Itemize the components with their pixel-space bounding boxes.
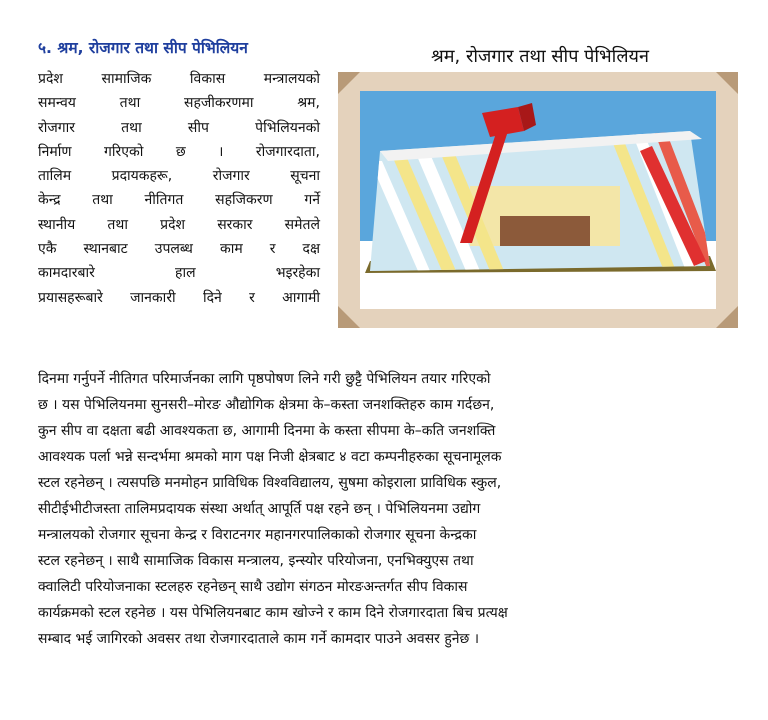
text-line: निर्माण गरिएको छ । रोजगारदाता, xyxy=(38,143,320,160)
text-line: प्रयासहरूबारे जानकारी दिने र आगामी xyxy=(38,289,320,306)
text-line: प्रदेश सामाजिक विकास मन्त्रालयको xyxy=(38,71,320,87)
text-line: तालिम प्रदायकहरू, रोजगार सूचना xyxy=(38,168,320,185)
main-paragraph xyxy=(38,366,730,652)
text-line: कुन सीप वा दक्षता बढी आवश्यकता छ, आगामी दिनमा के कस्ता सीपमा के–कति जनशक्ति xyxy=(38,423,496,439)
text-line: स्टल रहनेछन् । त्यसपछि मनमोहन प्राविधिक विश्वविद्यालय, सुषमा कोइराला प्राविधिक स्कुल, xyxy=(38,475,502,491)
pavilion-illustration xyxy=(360,91,716,309)
text-line: छ । यस पेभिलियनमा सुनसरी–मोरङ औद्योगिक क्षेत्रमा के–कस्ता जनशक्तिहरु काम गर्दछन, xyxy=(38,397,495,413)
frame-corner xyxy=(716,306,738,328)
frame-corner xyxy=(338,72,360,94)
text-line: कामदारबारे हाल भइरहेका xyxy=(38,265,320,282)
text-line: समन्वय तथा सहजीकरणमा श्रम, xyxy=(38,95,320,112)
text-line: दिनमा गर्नुपर्ने नीतिगत परिमार्जनका लागि पृष्ठपोषण लिने गरी छुट्टै पेभिलियन तयार गरिएको xyxy=(38,371,491,387)
text-line: सीटीईभीटीजस्ता तालिमप्रदायक संस्था अर्थात् आपूर्ति पक्ष रहने छन् । पेभिलियनमा उद्योग xyxy=(38,501,481,517)
text-line: स्टल रहनेछन् । साथै सामाजिक विकास मन्त्रालय, इन्स्योर परियोजना, एनभिक्युएस तथा xyxy=(38,553,474,569)
text-line: सम्बाद भई जागिरको अवसर तथा रोजगारदाताले काम गर्ने कामदार पाउने अवसर हुनेछ । xyxy=(38,631,480,647)
text-line: क्वालिटी परियोजनाका स्टलहरु रहनेछन् साथै उद्योग संगठन मोरङअन्तर्गत सीप विकास xyxy=(38,579,468,595)
photo-frame xyxy=(338,72,738,328)
frame-corner xyxy=(338,306,360,328)
stall xyxy=(500,216,590,246)
text-line: स्थानीय तथा प्रदेश सरकार समेतले xyxy=(38,216,320,233)
text-line: एकै स्थानबाट उपलब्ध काम र दक्ष xyxy=(38,241,320,258)
text-line: मन्त्रालयको रोजगार सूचना केन्द्र र विराटनगर महानगरपालिकाको रोजगार सूचना केन्द्रका xyxy=(38,527,477,543)
text-line: आवश्यक पर्ला भन्ने सन्दर्भमा श्रमको माग पक्ष निजी क्षेत्रबाट ४ वटा कम्पनीहरुका सूचनामूलक xyxy=(38,449,502,465)
text-line: रोजगार तथा सीप पेभिलियनको xyxy=(38,119,320,136)
section-heading: ५. श्रम, रोजगार तथा सीप पेभिलियन xyxy=(38,39,248,57)
text-line: कार्यक्रमको स्टल रहनेछ । यस पेभिलियनबाट काम खोज्ने र काम दिने रोजगारदाता बिच प्रत्यक्ष xyxy=(38,605,508,621)
photo-caption: श्रम, रोजगार तथा सीप पेभिलियन xyxy=(431,46,649,67)
intro-paragraph xyxy=(38,67,320,310)
text-line: केन्द्र तथा नीतिगत सहजिकरण गर्ने xyxy=(38,192,320,209)
frame-corner xyxy=(716,72,738,94)
pavilion-image xyxy=(360,91,716,309)
